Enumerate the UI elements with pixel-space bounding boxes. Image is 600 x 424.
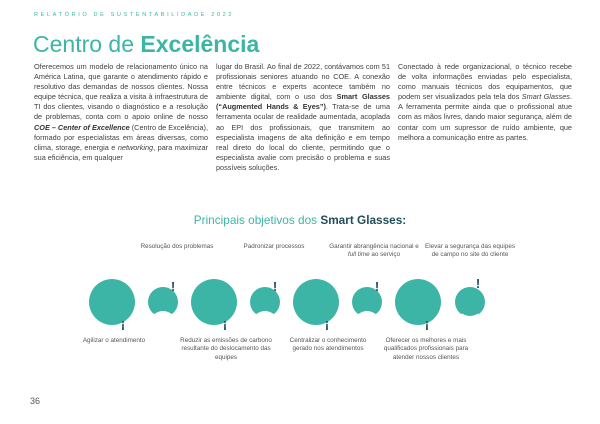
col1-text-2: (Centro de Excelência), formado por especialistas em áreas diversas, como clima, storage, energia e xyxy=(34,122,208,152)
col2-text-2: . Trata-se de uma ferramenta ocular de realidade aumentada, acoplada ao EPI dos profissionais, que transmitem ao especialista imagens de alta definição e em tempo real direto do local do cliente, permitindo que o especialista avalie com precisão o problema e suas possíveis soluções. xyxy=(216,102,391,172)
marker-top-4: ! xyxy=(475,276,481,291)
wave-circle-1 xyxy=(89,279,135,325)
wave-circle-5 xyxy=(293,279,339,325)
marker-top-1: ! xyxy=(170,279,176,294)
marker-bottom-3: ! xyxy=(324,318,330,333)
marker-bottom-2: ! xyxy=(222,318,228,333)
marker-top-2: ! xyxy=(272,279,278,294)
col1-bold-coe: COE – Center of Excellence xyxy=(34,122,130,132)
objective-top-3-italic: full time xyxy=(347,251,370,259)
col1-text-1: Oferecemos um modelo de relacionamento único na América Latina, que garante o atendimento rápido e resolutivo das demandas de nossos clientes. Nossa equipe técnica, que realiza a visita à infraestrutura de TI dos clientes, visando o diagnóstico e a resolução de problemas, conta com o apoio online de nosso xyxy=(34,62,208,122)
col1-italic-networking: networking xyxy=(117,142,154,152)
objective-bottom-1: Agilizar o atendimento xyxy=(82,337,146,344)
wave-end-arc xyxy=(456,288,484,316)
objective-top-3-post: ao serviço xyxy=(369,251,401,259)
marker-top-3: ! xyxy=(374,279,380,294)
col1-text-3: , para maximizar sua eficiência, em qualquer xyxy=(34,142,208,162)
col2-text-1: lugar do Brasil. Ao final de 2022, contávamos com 51 profissionais seniores atuando no COE. A conexão entre técnicos e experts acontece também no ambiente digital, com o uso dos xyxy=(216,62,390,102)
col3-text-2: . A ferramenta permite ainda que o profissional atue com as mãos livres, dando maior segurança, além de contar com um supressor de ruído ambiente, que melhora a comunicação entre as partes. xyxy=(398,92,572,142)
objective-bottom-4: Oferecer os melhores e mais qualificados profissionais para atender nossos clientes xyxy=(383,337,469,361)
objective-top-3 xyxy=(328,243,420,260)
title-bold: Excelência xyxy=(140,31,260,57)
page-number: 36 xyxy=(30,396,41,406)
marker-bottom-1: ! xyxy=(120,318,126,333)
objective-top-4: Elevar a segurança das equipes de campo no site do cliente xyxy=(425,243,515,259)
wave-cut-2 xyxy=(251,311,279,339)
objective-top-3-pre: Garantir abrangência nacional e xyxy=(329,243,419,250)
col3-text-1: Conectado à rede organizacional, o técnico recebe de volta informações enviadas pelo especialista, como manuais técnicos dos equipamentos, que podem ser visualizados pela tela dos xyxy=(398,62,572,102)
objective-top-2: Padronizar processos xyxy=(243,243,305,250)
objectives-title-bold: Smart Glasses: xyxy=(320,213,407,227)
wave-cut-1 xyxy=(149,311,177,339)
wave-cut-3 xyxy=(353,311,381,339)
col3-italic-smart-glasses: Smart Glasses xyxy=(521,92,570,102)
wave-circle-7 xyxy=(395,279,441,325)
col2-bold-smart-glasses: Smart Glasses (“Augmented Hands & Eyes”) xyxy=(216,92,390,112)
wave-circle-3 xyxy=(191,279,237,325)
objective-bottom-3: Centralizar o conhecimento gerado nos atendimentos xyxy=(289,337,367,353)
marker-bottom-4: ! xyxy=(424,318,430,333)
title-regular: Centro de xyxy=(33,31,141,57)
objective-top-1: Resolução dos problemas xyxy=(140,243,214,250)
wave-end-arcs xyxy=(456,288,484,316)
report-label: RELATÓRIO DE SUSTENTABILIDADE 2022 xyxy=(34,12,235,18)
objective-bottom-2: Reduzir as emissões de carbono resultante do deslocamento das equipes xyxy=(180,337,272,361)
objectives-title-regular: Principais objetivos dos xyxy=(193,213,321,227)
